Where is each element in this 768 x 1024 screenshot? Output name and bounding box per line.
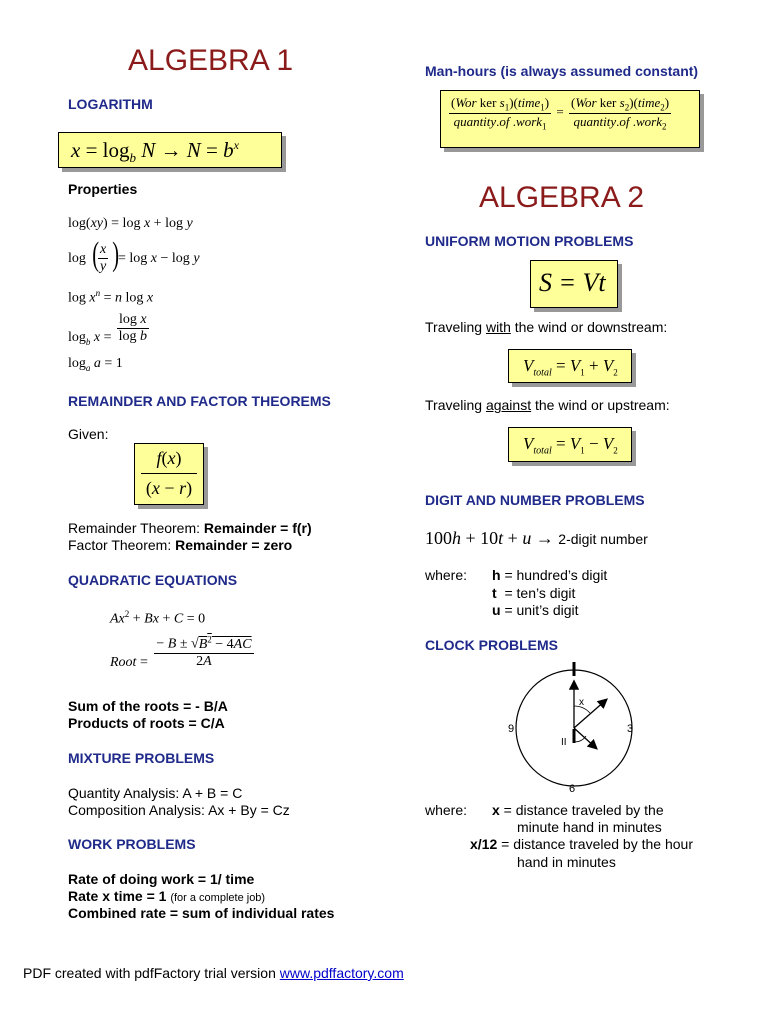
with-wind-underlined: with — [485, 319, 511, 335]
remainder-fraction-box: f(x) (x − r) — [134, 443, 204, 505]
clock-x: x — [492, 802, 500, 818]
digit-u: u — [492, 602, 501, 618]
factor-theorem-line — [68, 537, 292, 554]
clock-label-ii: II — [561, 737, 567, 748]
clock-x-desc2: minute hand in minutes — [517, 819, 662, 835]
clock-label-9: 9 — [508, 723, 515, 735]
manhours-formula-box: $\frac{(Wor ker s_1)(time_1)}{quantity.of .work_1}$ = $\frac{(Wor ker s_2)(time_2)}{quantity.of .work_2}$ — [440, 90, 700, 148]
log-identity: $\log_a a = 1$ — [68, 356, 123, 373]
clock-diagram — [500, 656, 650, 796]
page-title-algebra-1: ALGEBRA 1 — [128, 44, 294, 77]
clock-6-mark — [573, 729, 576, 743]
clock-x12-line — [470, 836, 693, 853]
digit-t: t — [492, 585, 497, 601]
log-power-rule: $\log x^n = n$ log x — [68, 288, 154, 306]
remainder-theorem-value: Remainder = f(r) — [203, 520, 312, 536]
composition-analysis: Composition Analysis: Ax + By = Cz — [68, 802, 290, 818]
clock-heading: CLOCK PROBLEMS — [425, 637, 558, 653]
clock-label-6: 6 — [569, 783, 576, 795]
uniform-motion-heading: UNIFORM MOTION PROBLEMS — [425, 233, 634, 249]
digit-heading: DIGIT AND NUMBER PROBLEMS — [425, 492, 645, 508]
logarithm-heading: LOGARITHM — [68, 96, 153, 112]
clock-x-line — [492, 802, 664, 819]
digit-h: h — [492, 567, 501, 583]
footer — [23, 965, 404, 982]
digit-where-label: where: — [425, 567, 468, 583]
with-wind-pre: Traveling — [425, 319, 486, 335]
product-of-roots: Products of roots = C/A — [68, 715, 225, 731]
digit-t-line — [492, 585, 575, 602]
work-heading: WORK PROBLEMS — [68, 836, 196, 852]
quadratic-heading: QUADRATIC EQUATIONS — [68, 572, 238, 588]
digit-h-desc: = hundred’s digit — [500, 567, 608, 583]
given-label: Given: — [68, 426, 109, 442]
with-wind-line — [425, 319, 667, 336]
remainder-heading: REMAINDER AND FACTOR THEOREMS — [68, 393, 331, 409]
work-rate-line: Rate of doing work = 1/ time — [68, 871, 255, 887]
digit-number-line — [425, 528, 648, 549]
digit-h-line — [492, 567, 607, 584]
hour-hand-arrow — [574, 728, 596, 748]
digit-number-label: 2-digit number — [558, 531, 648, 547]
clock-label-3: 3 — [627, 723, 634, 735]
digit-u-line — [492, 602, 579, 619]
clock-x12-desc1: = distance traveled by the hour — [497, 836, 693, 852]
velocity-sum-box: $V_{total} = V_1 + V_2$ — [508, 349, 632, 383]
quadratic-formula: Root = $\frac{- B \pm √B^2 - 4AC}{2A}$ — [110, 634, 252, 671]
pdffactory-link[interactable]: www.pdffactory.com — [279, 965, 404, 981]
footer-text: PDF created with pdfFactory trial version — [23, 965, 280, 981]
sum-of-roots: Sum of the roots = - B/A — [68, 698, 228, 714]
remainder-theorem-line — [68, 520, 312, 537]
mixture-heading: MIXTURE PROBLEMS — [68, 750, 215, 766]
against-wind-underlined: against — [485, 397, 532, 413]
clock-label-x: x — [579, 697, 584, 708]
clock-x12: x/12 — [470, 836, 498, 852]
clock-12-mark — [573, 662, 576, 676]
speed-formula-box: S = Vt — [530, 260, 618, 308]
quadratic-equation: $Ax^2 + Bx + C = 0$ — [110, 609, 206, 627]
quantity-analysis: Quantity Analysis: A + B = C — [68, 785, 243, 801]
factor-theorem-value: Remainder = zero — [175, 537, 293, 553]
page-title-algebra-2: ALGEBRA 2 — [479, 181, 645, 214]
digit-t-desc: = ten’s digit — [496, 585, 576, 601]
factor-theorem-label: Factor Theorem: — [68, 537, 176, 553]
velocity-difference-box: $V_{total} = V_1 - V_2$ — [508, 427, 632, 462]
remainder-theorem-label: Remainder Theorem: — [68, 520, 204, 536]
combined-rate-line: Combined rate = sum of individual rates — [68, 905, 335, 921]
against-wind-line — [425, 397, 670, 414]
with-wind-post: the wind or downstream: — [510, 319, 668, 335]
manhours-heading: Man-hours (is always assumed constant) — [425, 63, 699, 79]
against-wind-post: the wind or upstream: — [531, 397, 670, 413]
digit-expression: 100h + 10t + u → — [425, 528, 554, 548]
log-change-of-base: $\log_b x$ = $\frac{\text{log x}}{\text{log b}}$ — [68, 312, 148, 347]
rate-time-note: (for a complete job) — [170, 892, 266, 904]
against-wind-pre: Traveling — [425, 397, 486, 413]
log-product-rule: log(xy) = log x + log y — [68, 216, 193, 231]
rate-time-text: Rate x time = 1 — [68, 888, 167, 904]
clock-where-label: where: — [425, 802, 468, 818]
digit-u-desc: = unit’s digit — [500, 602, 579, 618]
log-definition-box: $x = \log_b N \to N = b^x$ — [58, 132, 282, 168]
clock-x12-desc2: hand in minutes — [517, 854, 616, 870]
properties-label: Properties — [68, 181, 138, 197]
clock-x-desc1: = distance traveled by the — [499, 802, 664, 818]
